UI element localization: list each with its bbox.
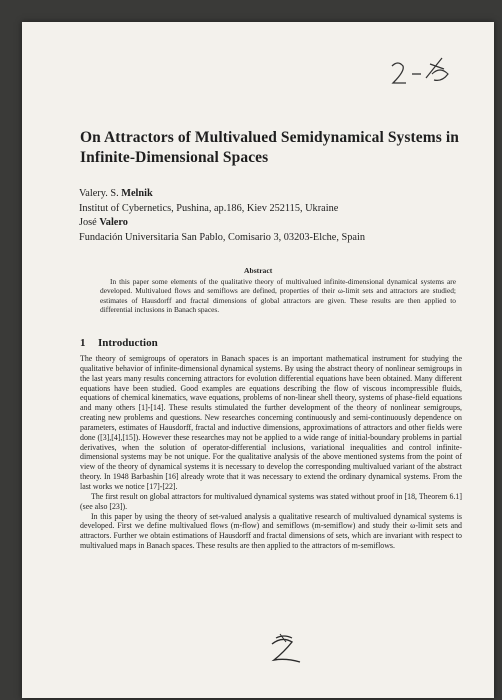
paragraph: In this paper by using the theory of set-valued analysis a qualitative research of multivalued dynamical systems is developed. First we define multivalued flows (m-flow) and semiflows (m-semiflow) and study their ω-limit sets and attractors. Further we obtain estimations of Hausdorff and fractal dimensions of sets, which are invariant with respect to multivalued maps in Banach spaces. These results are then applied to the attractors of m-semiflows.: [80, 511, 462, 551]
author-2: José Valero: [79, 217, 128, 228]
abstract-text: In this paper some elements of the qualitative theory of multivalued infinite-dimensional dynamical systems are developed. Multivalued flows and semiflows are defined, properties of their ω-limit sets and attractors are studied; estimates of Hausdorff and fractal dimensions of global attractors are given. These results are then applied to differential inclusions in Banach spaces.: [100, 277, 456, 315]
paragraph: The theory of semigroups of operators in Banach spaces is an important mathematical instrument for studying the qualitative behavior of infinite-dimensional dynamical systems. By using the abstract theory of nonlinear semigroups in the last years many results concerning attractors for evolution differential equations have been obtained. Many different equations have been studied. Good examples are equations describing the flow of viscous incompressible fluids, equations of chemical kinematics, wave equations, problems of non-linear shell theory, systems of phase-field equations and many others [1]-[14]. These results stimulated the further development of the theory of nonlinear semigroups, creating new problems and questions. New researches concerning continuously and semi-continuously dependence on parameters, estimates of Hausdorff, fractal and inductive dimensions, approximations of attractors and other fields were done ([3],[4],[15]). However these researches may not be applied to a wide range of initial-boundary problems in partial derivatives, when the solution of operator-differential inclusions, variational inequalities and control infinite-dimensional systems may be not unique. For the qualitative analysis of the above mentioned systems from the point of view of the theory of dynamical systems it is necessary to develop the corresponding multivalued variant of the abstract theory. In 1948 Barbashin [16] already wrote that it was necessary to extend the ordinary dynamical systems. From the last works we notice [17]-[22].: [80, 354, 462, 491]
paragraph: The first result on global attractors for multivalued dynamical systems was stated without proof in [18, Theorem 6.1] (see also [23]).: [80, 491, 462, 511]
author-1: Valery. S. Melnik: [79, 188, 153, 199]
section-heading: 1 Introduction: [80, 337, 158, 349]
handwritten-signature: [258, 630, 318, 674]
paper-title: On Attractors of Multivalued Semidynamical Systems in Infinite-Dimensional Spaces: [80, 129, 460, 166]
author-block: [79, 187, 489, 245]
body-text: [80, 354, 462, 551]
abstract-heading: Abstract: [244, 266, 273, 275]
affiliation-2: Fundación Universitaria San Pablo, Comisario 3, 03203-Elche, Spain: [79, 231, 365, 243]
affiliation-1: Institut of Cybernetics, Pushina, ap.186, Kiev 252115, Ukraine: [79, 202, 339, 214]
paper-page: [22, 22, 494, 698]
handwritten-note: [368, 52, 468, 92]
